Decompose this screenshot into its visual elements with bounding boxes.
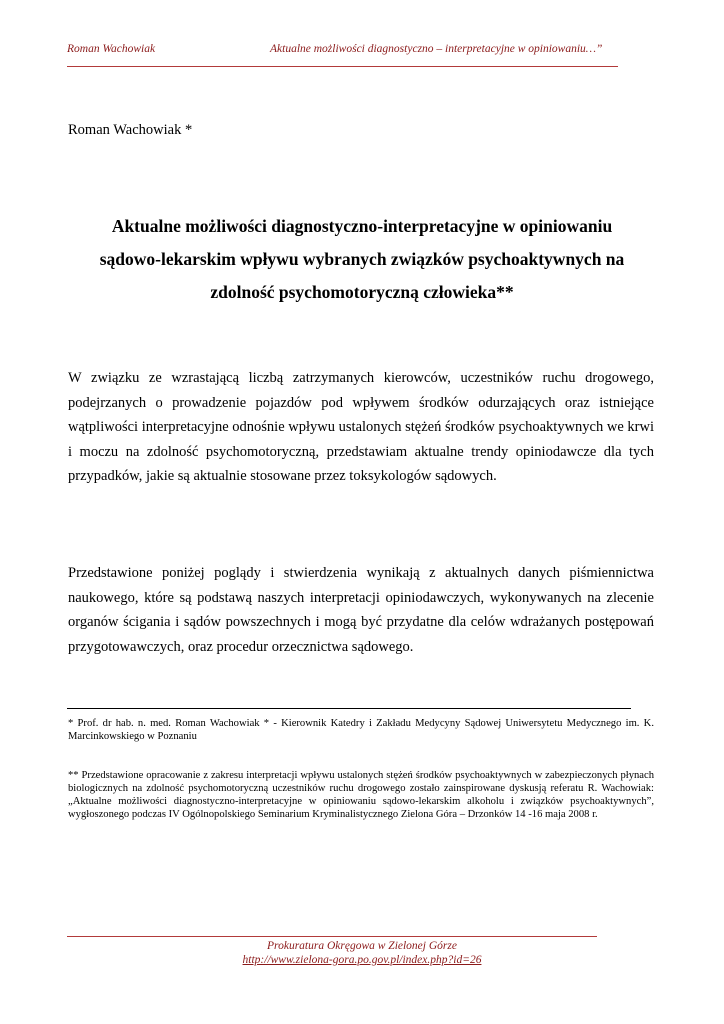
footnote-1: * Prof. dr hab. n. med. Roman Wachowiak * - Kierownik Katedry i Zakładu Medycyny Sądowej Uniwersytetu Medycznego im. K. Marcinkowskiego w Poznaniu bbox=[68, 718, 654, 742]
header-author: Roman Wachowiak bbox=[67, 43, 156, 55]
page-footer bbox=[60, 939, 664, 967]
footnote-divider bbox=[67, 708, 631, 709]
header-divider bbox=[67, 66, 618, 67]
title-line-1: Aktualne możliwości diagnostyczno-interpretacyjne w opiniowaniu bbox=[111, 216, 613, 236]
body-paragraph-1: W związku ze wzrastającą liczbą zatrzymanych kierowców, uczestników ruchu drogowego, podejrzanych o prowadzenie pojazdów pod wpływem środków odurzających oraz istniejące wątpliwości interpretacyjne odnośnie wpływu ustalonych stężeń środków psychoaktywnych we krwi i moczu na zdolność psychomotoryczną, przedstawiam aktualne trendy opiniodawcze dla tych przypadków, jakie są aktualnie stosowane przez toksykologów sądowych. bbox=[68, 370, 654, 484]
header-title: Aktualne możliwości diagnostyczno – interpretacyjne w opiniowaniu…” bbox=[270, 43, 603, 55]
title-line-3: zdolność psychomotoryczną człowieka** bbox=[210, 282, 514, 302]
footer-link[interactable]: http://www.zielona-gora.po.gov.pl/index.php?id=26 bbox=[242, 954, 482, 966]
footer-office: Prokuratura Okręgowa w Zielonej Górze bbox=[267, 940, 457, 952]
body-paragraph-2: Przedstawione poniżej poglądy i stwierdzenia wynikają z aktualnych danych piśmiennictwa naukowego, które są podstawą naszych interpretacji opiniodawczych, wykonywanych na zlecenie organów ścigania i sądów powszechnych i mogą być przydatne dla celów wdrażanych postępowań przygotowawczych, oraz procedur orzecznictwa sądowego. bbox=[68, 565, 654, 655]
footnote-2: ** Przedstawione opracowanie z zakresu interpretacji wpływu ustalonych stężeń środków psychoaktywnych w zabezpieczonych płynach biologicznych na zdolność psychomotoryczną uczestników ruchu drogowego zostało zainspirowane dyskusją referatu R. Wachowiak: „Aktualne możliwości diagnostyczno-interpretacyjne w opiniowaniu sądowo-lekarskim alkoholu i związków psychoaktywnych”, wygłoszonego podczas IV Ogólnopolskiego Seminarium Kryminalistycznego Zielona Góra – Drzonków 14 -16 maja 2008 r. bbox=[68, 770, 654, 820]
title-line-2: sądowo-lekarskim wpływu wybranych związków psychoaktywnych na bbox=[99, 249, 625, 269]
author-name: Roman Wachowiak * bbox=[68, 122, 193, 138]
document-title bbox=[60, 210, 664, 309]
footer-divider bbox=[67, 936, 597, 937]
